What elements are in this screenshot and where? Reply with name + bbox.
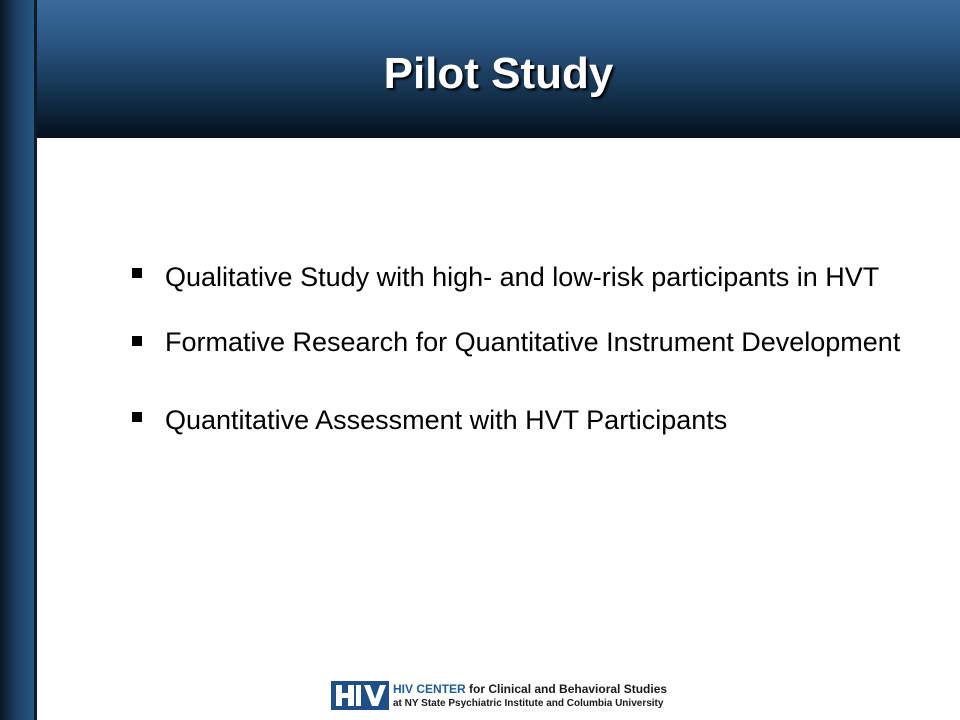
slide-title: Pilot Study	[383, 49, 614, 98]
square-bullet-icon	[132, 412, 142, 422]
bullet-item	[130, 402, 920, 438]
footer-org-rest: for Clinical and Behavioral Studies	[465, 682, 668, 696]
bullet-text: Qualitative Study with high- and low-risk participants in HVT	[165, 262, 880, 292]
square-bullet-icon	[132, 336, 142, 346]
bullet-item	[130, 258, 920, 296]
left-sidebar-bar	[0, 0, 37, 720]
footer-org-accent: HIV CENTER	[393, 682, 466, 696]
bullet-list	[130, 258, 920, 438]
footer	[331, 681, 711, 711]
footer-affiliation: at NY State Psychiatric Institute and Columbia University	[393, 698, 664, 709]
bullet-item	[130, 326, 920, 358]
bullet-text: Quantitative Assessment with HVT Participants	[165, 405, 728, 435]
hiv-center-logo-icon	[331, 681, 389, 710]
bullet-text: Formative Research for Quantitative Instrument Development	[165, 327, 901, 357]
square-bullet-icon	[132, 268, 142, 278]
footer-org-name	[393, 682, 667, 696]
